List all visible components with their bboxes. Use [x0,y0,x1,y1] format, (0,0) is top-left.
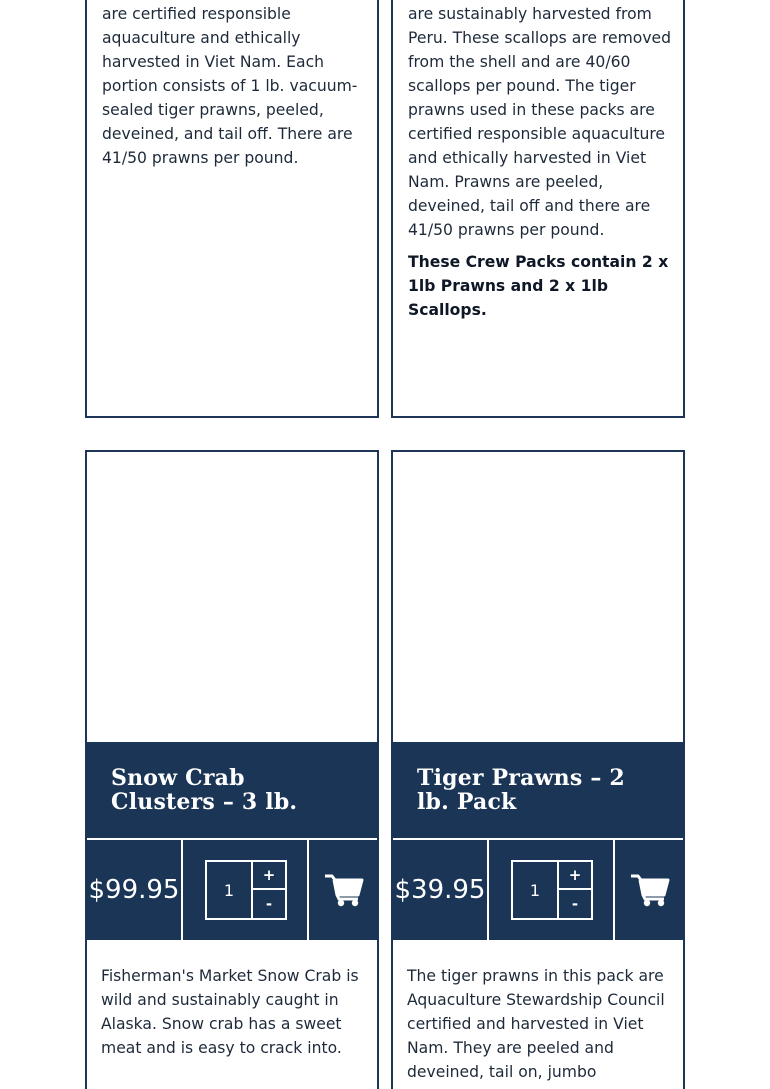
product-description: The tiger prawns in this pack are Aquaculture Stewardship Council certified and harvested in Viet Nam. They are peeled and deveined, tail on, jumbo [407,967,665,1081]
product-description: are certified responsible aquaculture and ethically harvested in Viet Nam. Each portion consists of 1 lb. vacuum-sealed tiger prawns, peeled, deveined, and tail off. There are 41/50 prawns per pound. [102,5,358,167]
product-image[interactable] [87,452,377,742]
purchase-row [87,840,377,940]
product-card-snow-crab [85,450,379,1089]
product-card-crew-pack [391,0,685,418]
quantity-box [205,860,287,920]
product-price: $39.95 [393,840,489,940]
purchase-row [393,840,683,940]
product-description: Fisherman's Market Snow Crab is wild and sustainably caught in Alaska. Snow crab has a sweet meat and is easy to crack into. [101,967,359,1057]
product-image[interactable] [393,452,683,742]
product-card-tiger-prawns-2lb [391,450,685,1089]
quantity-stepper [491,840,615,940]
quantity-input[interactable] [513,862,559,918]
quantity-increase-button[interactable]: + [559,862,591,890]
add-to-cart-button[interactable] [311,840,377,940]
quantity-increase-button[interactable]: + [253,862,285,890]
crew-pack-note: These Crew Packs contain 2 x 1lb Prawns and 2 x 1lb Scallops. [408,253,669,319]
quantity-box [511,860,593,920]
add-to-cart-button[interactable] [617,840,683,940]
product-title[interactable]: Snow Crab Clusters – 3 lb. [111,765,298,815]
shopping-cart-icon [324,873,364,907]
quantity-decrease-button[interactable]: - [253,890,285,918]
quantity-decrease-button[interactable]: - [559,890,591,918]
product-title[interactable]: Tiger Prawns – 2 lb. Pack [417,765,625,815]
product-title-bar [87,742,377,838]
shopping-cart-icon [630,873,670,907]
product-description: are sustainably harvested from Peru. These scallops are removed from the shell and are 40/60 scallops per pound. The tiger prawns used in these packs are certified responsible aquaculture and ethically harvested in Viet Nam. Prawns are peeled, deveined, tail off and there are 41/50 prawns per pound. These Crew Packs contain 2 x 1lb Prawns and 2 x 1lb Scallops. [408,0,678,322]
product-title-bar [393,742,683,838]
quantity-input[interactable] [207,862,253,918]
quantity-stepper [185,840,309,940]
product-price: $99.95 [87,840,183,940]
product-card-prawns-1lb [85,0,379,418]
